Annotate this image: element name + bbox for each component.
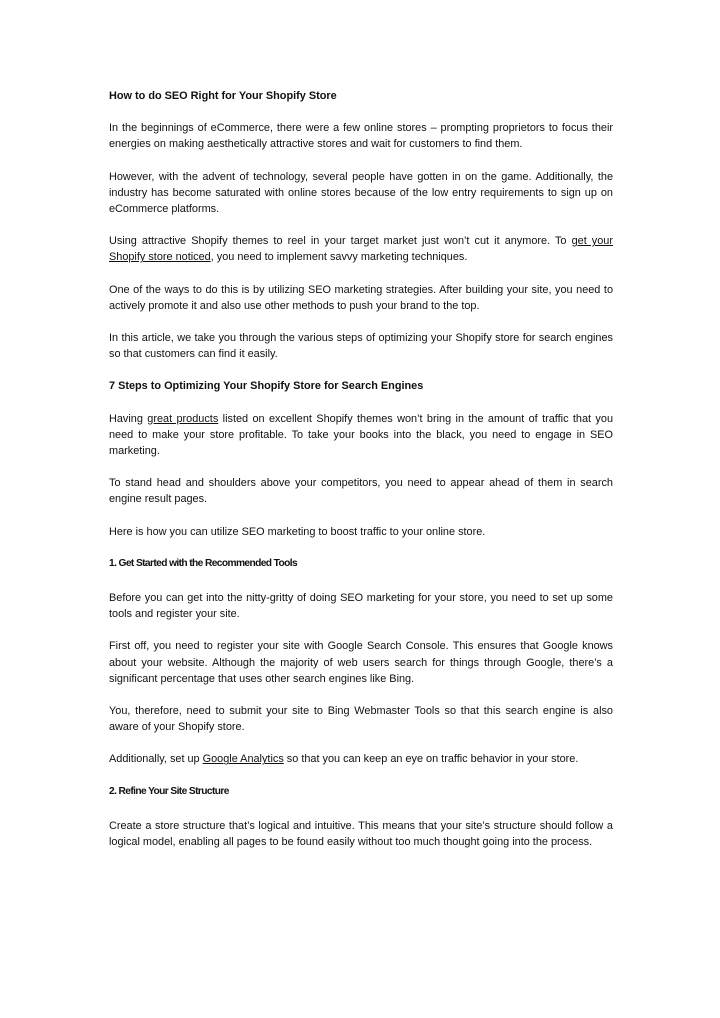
paragraph-structure: Create a store structure that’s logical and intuitive. This means that your site’s structure should follow a logical model, enabling all pages to be found easily without too much thought going into the process.: [109, 819, 613, 849]
paragraph-competitors: To stand head and shoulders above your competitors, you need to appear ahead of them in search engine result pages.: [109, 477, 613, 506]
paragraph-seo-strategies: One of the ways to do this is by utilizing SEO marketing strategies. After building your site, you need to actively promote it and also use other methods to push your brand to the top.: [109, 283, 613, 312]
paragraph-search-console: First off, you need to register your site with Google Search Console. This ensures that Google knows about your website. Although the majority of web users search for things through Google, there’s a significant percentage that uses other search engines like Bing.: [109, 640, 613, 685]
step-2-heading: 2. Refine Your Site Structure: [109, 785, 229, 797]
paragraph-products-text-a: Having: [109, 412, 148, 425]
step-1-heading: 1. Get Started with the Recommended Tools: [109, 557, 298, 569]
paragraph-advent: However, with the advent of technology, several people have gotten in on the game. Additionally, the industry has become saturated with online stores because of the low entry requirements to sign up on eCommerce platforms.: [109, 170, 613, 216]
paragraph-products-text-b: listed on excellent Shopify themes won’t bring in the amount of traffic that you need to make your store profitable. To take your books into the black, you need to engage in SEO marketing.: [109, 412, 613, 458]
paragraph-themes-text-a: Using attractive Shopify themes to reel in your target market just won’t cut it anymore. To: [109, 235, 572, 248]
paragraph-analytics-text-a: Additionally, set up: [109, 753, 203, 766]
paragraph-analytics-text-b: so that you can keep an eye on traffic behavior in your store.: [283, 753, 579, 766]
paragraph-themes-text-b: , you need to implement savvy marketing techniques.: [210, 251, 468, 264]
paragraph-article-intro: In this article, we take you through the various steps of optimizing your Shopify store for search engines so that customers can find it easily.: [109, 332, 613, 361]
document-title: How to do SEO Right for Your Shopify Store: [109, 90, 337, 102]
paragraph-intro: In the beginnings of eCommerce, there were a few online stores – prompting proprietors to focus their energies on making aesthetically attractive stores and wait for customers to find them.: [109, 122, 613, 151]
paragraph-bing: You, therefore, need to submit your site to Bing Webmaster Tools so that this search engine is also aware of your Shopify store.: [109, 705, 613, 734]
get-store-noticed-link[interactable]: get your Shopify store noticed: [109, 235, 613, 264]
paragraph-themes: [109, 233, 613, 265]
great-products-link[interactable]: great products: [147, 412, 219, 425]
section-heading: 7 Steps to Optimizing Your Shopify Store for Search Engines: [109, 380, 424, 393]
paragraph-products: [109, 411, 613, 460]
paragraph-how-to: Here is how you can utilize SEO marketing to boost traffic to your online store.: [109, 525, 486, 538]
paragraph-tools: Before you can get into the nitty-gritty of doing SEO marketing for your store, you need to set up some tools and register your site.: [109, 592, 613, 621]
paragraph-analytics: [109, 751, 613, 767]
google-analytics-link[interactable]: Google Analytics: [202, 753, 284, 766]
